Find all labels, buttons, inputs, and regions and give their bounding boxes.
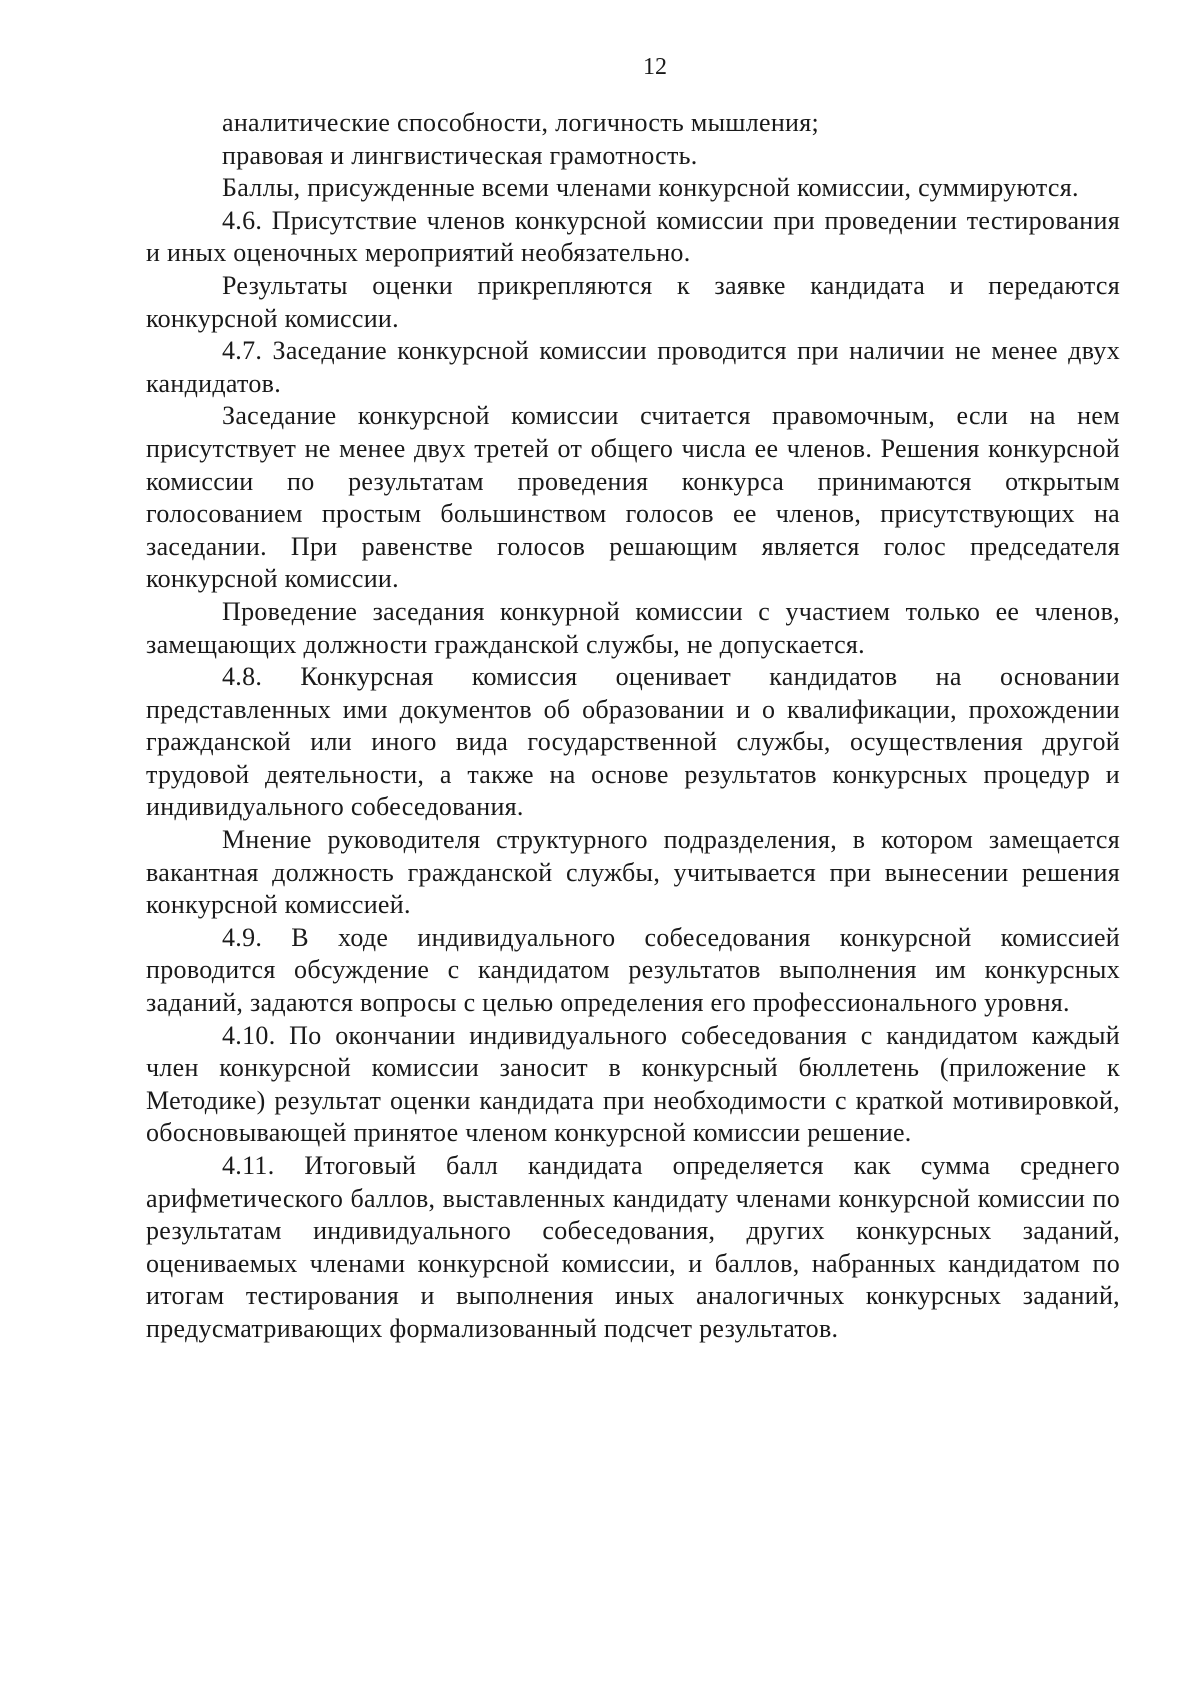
paragraph-4-10: 4.10. По окончании индивидуального собеседования с кандидатом каждый член конкурсной комиссии заносит в конкурсный бюллетень (приложение к Методике) результат оценки кандидата при необходимости с краткой мотивировкой, обосновывающей принятое членом конкурсной комиссии решение. — [146, 1020, 1120, 1148]
page-number: 12 — [643, 54, 667, 80]
paragraph-4-6: 4.6. Присутствие членов конкурсной комиссии при проведении тестирования и иных оценочных мероприятий необязательно. — [146, 205, 1120, 268]
paragraph-5: Результаты оценки прикрепляются к заявке кандидата и передаются конкурсной комиссии. — [146, 270, 1120, 333]
paragraph-4-8: 4.8. Конкурсная комиссия оценивает кандидатов на основании представленных ими документов об образовании и о квалификации, прохождении гражданской или иного вида государственной службы, осуществления другой трудовой деятельности, а также на основе результатов конкурсных процедур и индивидуального собеседования. — [146, 662, 1120, 822]
paragraph-4-9: 4.9. В ходе индивидуального собеседования конкурсной комиссией проводится обсуждение с кандидатом результатов выполнения им конкурсных заданий, задаются вопросы с целью определения его профессионального уровня. — [146, 922, 1120, 1018]
paragraph-7: Заседание конкурсной комиссии считается правомочным, если на нем присутствует не менее двух третей от общего числа ее членов. Решения конкурсной комиссии по результатам проведения конкурса принимаются открытым голосованием простым большинством голосов ее членов, присутствующих на заседании. При равенстве голосов решающим является голос председателя конкурсной комиссии. — [146, 401, 1120, 594]
paragraph-10: Мнение руководителя структурного подразделения, в котором замещается вакантная должность гражданской службы, учитывается при вынесении решения конкурсной комиссией. — [146, 825, 1120, 920]
paragraph-2: правовая и лингвистическая грамотность. — [222, 140, 698, 170]
paragraph-4-11: 4.11. Итоговый балл кандидата определяется как сумма среднего арифметического баллов, выставленных кандидату членами конкурсной комиссии по результатам индивидуального собеседования, других конкурсных заданий, оцениваемых членами конкурсной комиссии, и баллов, набранных кандидатом по итогам тестирования и выполнения иных аналогичных конкурсных заданий, предусматривающих формализованный подсчет результатов. — [146, 1151, 1120, 1343]
document-body — [146, 107, 1120, 1346]
paragraph-8: Проведение заседания конкурной комиссии с участием только ее членов, замещающих должности гражданской службы, не допускается. — [146, 596, 1120, 659]
paragraph-1: аналитические способности, логичность мышления; — [222, 108, 820, 137]
paragraph-3: Баллы, присужденные всеми членами конкурсной комиссии, суммируются. — [222, 173, 1079, 203]
paragraph-4-7: 4.7. Заседание конкурсной комиссии проводится при наличии не менее двух кандидатов. — [146, 336, 1120, 398]
